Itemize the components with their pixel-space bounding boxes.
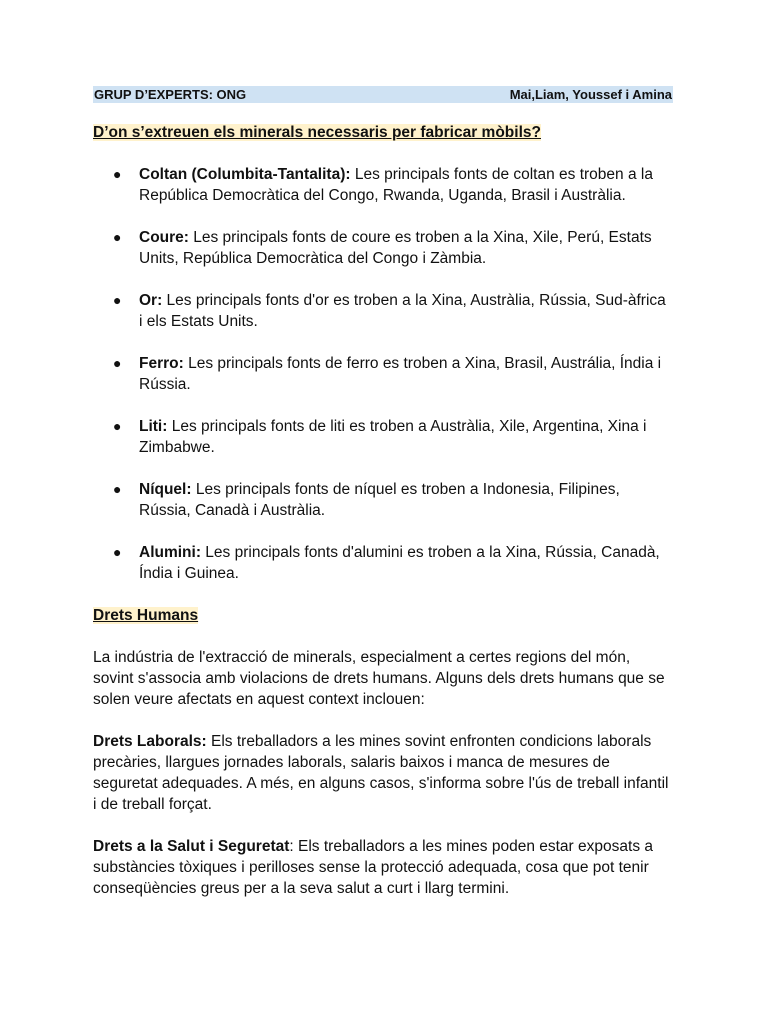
members-label: Mai,Liam, Youssef i Amina	[509, 87, 672, 102]
list-item: ● Ferro: Les principals fonts de ferro es troben a Xina, Brasil, Austrália, Índia i Rússia.	[113, 355, 662, 393]
health-rights-paragraph: Drets a la Salut i Seguretat: Els treballadors a les mines poden estar exposats a substàncies tòxiques i perilloses sense la protecció adequada, cosa que pot tenir conseqüències greus per a la seva salut a curt i llarg termini.	[93, 838, 653, 897]
bullet-icon: ●	[113, 355, 122, 371]
bullet-icon: ●	[113, 481, 122, 497]
header-band	[93, 86, 673, 103]
group-label: GRUP D’EXPERTS: ONG	[94, 87, 247, 102]
labor-rights-paragraph: Drets Laborals: Els treballadors a les mines sovint enfronten condicions laborals precàries, llargues jornades laborals, salaris baixos i manca de mesures de seguretat adequades. A més, en alguns casos, s'informa sobre l'ús de treball infantil i de treball forçat.	[93, 733, 669, 813]
bullet-icon: ●	[113, 292, 122, 308]
bullet-icon: ●	[113, 544, 122, 560]
section-title: Drets Humans	[93, 607, 199, 624]
list-item: ● Níquel: Les principals fonts de níquel es troben a Indonesia, Filipines, Rússia, Canadà i Austràlia.	[113, 481, 620, 519]
intro-paragraph: La indústria de l'extracció de minerals, especialment a certes regions del món, sovint s'associa amb violacions de drets humans. Alguns dels drets humans que se solen veure afectats en aquest context inclouen:	[93, 649, 665, 708]
question-heading: D’on s’extreuen els minerals necessaris per fabricar mòbils?	[93, 124, 541, 141]
list-item: ● Or: Les principals fonts d'or es troben a la Xina, Austràlia, Rússia, Sud-àfrica i els Estats Units.	[113, 292, 666, 330]
bullet-icon: ●	[113, 418, 122, 434]
bullet-icon: ●	[113, 229, 122, 245]
minerals-list	[93, 164, 673, 584]
list-item: ● Coure: Les principals fonts de coure es troben a la Xina, Xile, Perú, Estats Units, República Democràtica del Congo i Zàmbia.	[113, 229, 652, 267]
list-item: ● Liti: Les principals fonts de liti es troben a Austràlia, Xile, Argentina, Xina i Zimbabwe.	[113, 418, 647, 456]
list-item: ● Coltan (Columbita-Tantalita): Les principals fonts de coltan es troben a la República Democràtica del Congo, Rwanda, Uganda, Brasil i Austràlia.	[113, 166, 653, 204]
bullet-icon: ●	[113, 166, 122, 182]
list-item: ● Alumini: Les principals fonts d'alumini es troben a la Xina, Rússia, Canadà, Índia i Guinea.	[113, 544, 660, 582]
document-page	[93, 86, 673, 899]
